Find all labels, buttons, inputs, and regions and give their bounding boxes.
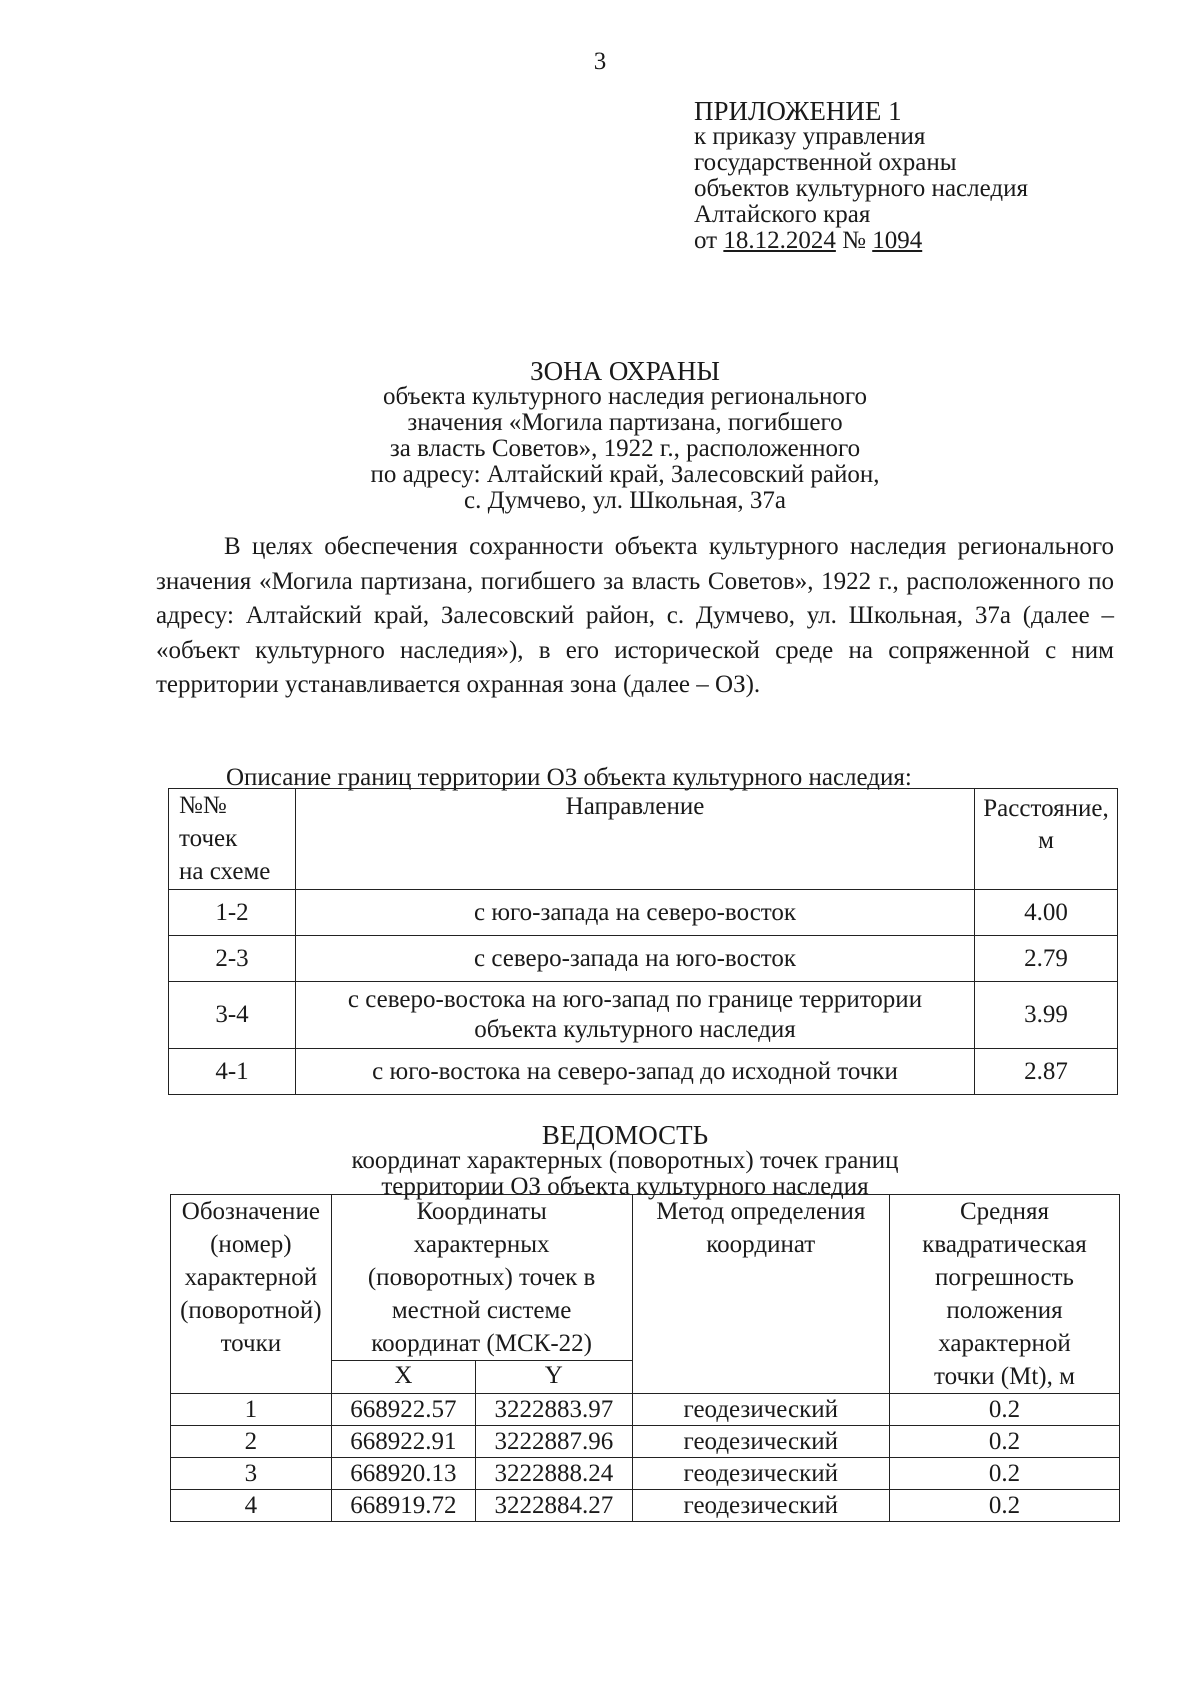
cell-method: геодезический (632, 1458, 889, 1490)
cell-x: 668922.91 (331, 1426, 475, 1458)
cell-direction: с юго-запада на северо-восток (296, 890, 975, 936)
appendix-title: ПРИЛОЖЕНИЕ 1 (694, 96, 902, 126)
zone-title-line: за власть Советов», 1922 г., расположенного (389, 435, 861, 462)
cell-direction: с юго-востока на северо-запад до исходной точки (296, 1049, 975, 1095)
cell-error: 0.2 (889, 1394, 1119, 1426)
cell-method: геодезический (632, 1426, 889, 1458)
table-row (171, 1394, 1120, 1426)
header-line: Средняя (959, 1198, 1049, 1225)
header-y: Y (476, 1361, 632, 1394)
table-header-row (171, 1195, 1120, 1361)
appendix-line: объектов культурного наследия (694, 175, 1028, 202)
header-line: точки (220, 1330, 282, 1357)
cell-x: 668919.72 (331, 1490, 475, 1522)
cell-point: 4 (171, 1490, 332, 1522)
cell-line: с северо-востока на юго-запад по границе территории (347, 986, 923, 1013)
cell-points: 2-3 (169, 936, 296, 982)
cell-distance: 2.79 (975, 936, 1118, 982)
header-line: квадратическая (922, 1231, 1087, 1258)
cell-y: 3222883.97 (476, 1394, 632, 1426)
cell-distance: 4.00 (975, 890, 1118, 936)
cell-point: 2 (171, 1426, 332, 1458)
vedomost-title: ВЕДОМОСТЬ (541, 1120, 709, 1150)
header-line: координат (МСК-22) (371, 1330, 592, 1357)
header-designation (171, 1195, 332, 1394)
zone-title: ЗОНА ОХРАНЫ (530, 356, 720, 386)
coordinates-table (170, 1194, 1120, 1522)
header-error (889, 1195, 1119, 1394)
header-method (632, 1195, 889, 1394)
header-coordinates (331, 1195, 632, 1361)
vedomost-subtitle-line: территории ОЗ объекта культурного наследия (381, 1173, 869, 1200)
cell-points: 4-1 (169, 1049, 296, 1095)
appendix-line: государственной охраны (694, 149, 957, 176)
cell-distance: 3.99 (975, 982, 1118, 1049)
vedomost-title-block (300, 1122, 950, 1200)
header-line: Метод определения (656, 1198, 866, 1225)
cell-distance: 2.87 (975, 1049, 1118, 1095)
header-line: характерной (184, 1264, 318, 1291)
appendix-line: к приказу управления (694, 123, 926, 150)
header-line: координат (706, 1231, 816, 1258)
zone-title-line: значения «Могила партизана, погибшего (407, 409, 843, 436)
appendix-line: Алтайского края (694, 201, 871, 228)
page-number: 3 (593, 48, 607, 75)
cell-points: 1-2 (169, 890, 296, 936)
cell-point: 3 (171, 1458, 332, 1490)
vedomost-subtitle-line: координат характерных (поворотных) точек границ (351, 1147, 899, 1174)
header-line: Координаты (416, 1198, 547, 1225)
cell-direction (296, 982, 975, 1049)
cell-error: 0.2 (889, 1490, 1119, 1522)
header-line: (поворотных) точек в (367, 1264, 596, 1291)
zone-title-line: объекта культурного наследия регионального (383, 383, 867, 410)
cell-point: 1 (171, 1394, 332, 1426)
header-line: (номер) (210, 1231, 292, 1258)
table-row (171, 1490, 1120, 1522)
cell-y: 3222884.27 (476, 1490, 632, 1522)
number-prefix: № (842, 227, 866, 254)
header-distance (975, 789, 1118, 890)
zone-title-line: с. Думчево, ул. Школьная, 37а (463, 487, 787, 514)
header-line: Расстояние, (983, 795, 1109, 822)
table-row (171, 1458, 1120, 1490)
cell-y: 3222888.24 (476, 1458, 632, 1490)
cell-x: 668922.57 (331, 1394, 475, 1426)
appendix-block (694, 98, 1028, 254)
cell-error: 0.2 (889, 1426, 1119, 1458)
header-line: точки (Mt), м (934, 1363, 1075, 1390)
boundaries-caption: Описание границ территории ОЗ объекта культурного наследия: (226, 764, 912, 791)
header-line: характерных (413, 1231, 550, 1258)
table-row (169, 890, 1118, 936)
cell-method: геодезический (632, 1394, 889, 1426)
zone-title-block (300, 358, 950, 514)
order-number: 1094 (872, 227, 923, 254)
cell-y: 3222887.96 (476, 1426, 632, 1458)
header-direction: Направление (296, 789, 975, 890)
header-line: точек (179, 825, 238, 852)
cell-direction: с северо-запада на юго-восток (296, 936, 975, 982)
date-prefix: от (694, 227, 718, 254)
header-line: м (1038, 827, 1054, 854)
header-line: погрешность (935, 1264, 1074, 1291)
table-header-row (169, 789, 1118, 890)
cell-line: объекта культурного наследия (474, 1016, 796, 1043)
body-paragraph: В целях обеспечения сохранности объекта культурного наследия регионального значения «Могила партизана, погибшего за власть Советов», 1922 г., расположенного по адресу: Алтайский край, Залесовский район, с. Думчево, ул. Школьная, 37а (далее – «объект культурного наследия»), в его исторической среде на сопряженной с ним территории устанавливается охранная зона (далее – ОЗ). (156, 533, 1114, 698)
cell-method: геодезический (632, 1490, 889, 1522)
table-row (169, 936, 1118, 982)
header-line: №№ (179, 792, 227, 819)
cell-error: 0.2 (889, 1458, 1119, 1490)
header-x: X (331, 1361, 475, 1394)
table-row (169, 982, 1118, 1049)
header-line: (поворотной) (180, 1297, 322, 1324)
header-line: характерной (938, 1330, 1071, 1357)
table-row (169, 1049, 1118, 1095)
boundaries-table (168, 788, 1118, 1095)
header-line: Обозначение (181, 1198, 320, 1225)
table-row (171, 1426, 1120, 1458)
header-line: местной системе (391, 1297, 572, 1324)
zone-title-line: по адресу: Алтайский край, Залесовский район, (370, 461, 880, 488)
header-line: положения (946, 1297, 1063, 1324)
header-points (169, 789, 296, 890)
cell-x: 668920.13 (331, 1458, 475, 1490)
appendix-date-line (694, 228, 1028, 254)
cell-points: 3-4 (169, 982, 296, 1049)
header-line: на схеме (179, 858, 271, 885)
order-date: 18.12.2024 (723, 227, 836, 254)
